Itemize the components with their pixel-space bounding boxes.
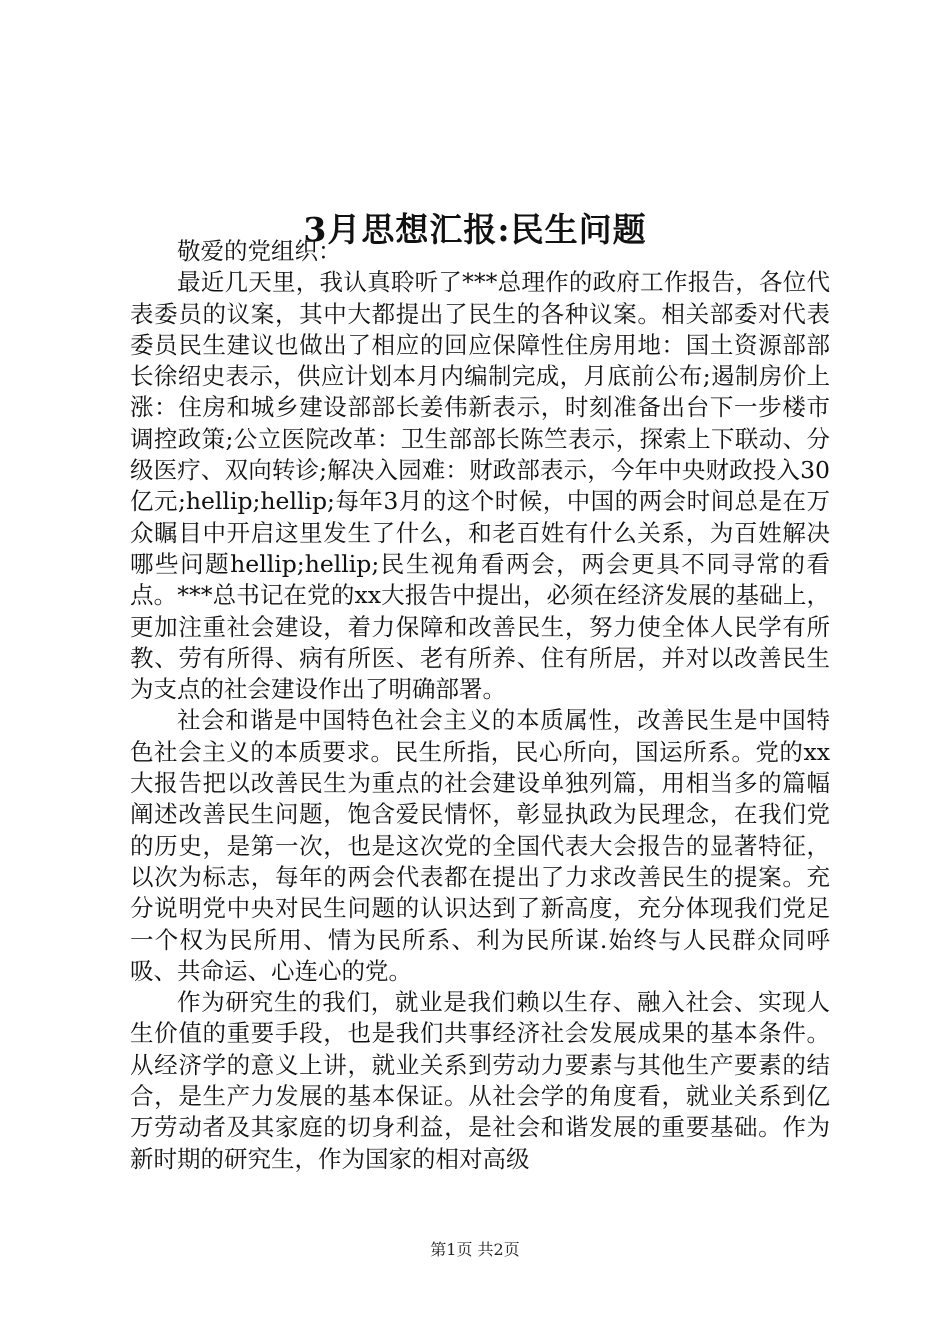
paragraph-3: 作为研究生的我们，就业是我们赖以生存、融入社会、实现人生价值的重要手段，也是我们共事经济社会发展成果的基本条件。从经济学的意义上讲，就业关系到劳动力要素与其他生产要素的结合，是生产力发展的基本保证。从社会学的角度看，就业关系到亿万劳动者及其家庭的切身利益，是社会和谐发展的重要基础。作为新时期的研究生，作为国家的相对高级	[130, 988, 830, 1173]
salutation: 敬爱的党组织：	[177, 237, 342, 265]
document-body	[130, 236, 830, 1175]
paragraph-1: 最近几天里，我认真聆听了***总理作的政府工作报告，各位代表委员的议案，其中大都提出了民生的各种议案。相关部委对代表委员民生建议也做出了相应的回应保障性住房用地：国土资源部部长徐绍史表示，供应计划本月内编制完成，月底前公布;遏制房价上涨：住房和城乡建设部部长姜伟新表示，时刻准备出台下一步楼市调控政策;公立医院改革：卫生部部长陈竺表示，探索上下联动、分级医疗、双向转诊;解决入园难：财政部表示，今年中央财政投入30亿元;hellip;hellip;每年3月的这个时候，中国的两会时间总是在万众瞩目中开启这里发生了什么，和老百姓有什么关系，为百姓解决哪些问题hellip;hellip;民生视角看两会，两会更具不同寻常的看点。***总书记在党的xx大报告中提出，必须在经济发展的基础上，更加注重社会建设，着力保障和改善民生，努力使全体人民学有所教、劳有所得、病有所医、老有所养、住有所居，并对以改善民生为支点的社会建设作出了明确部署。	[130, 268, 830, 704]
paragraph-2: 社会和谐是中国特色社会主义的本质属性，改善民生是中国特色社会主义的本质要求。民生所指，民心所向，国运所系。党的xx大报告把以改善民生为重点的社会建设单独列篇，用相当多的篇幅阐述改善民生问题，饱含爱民情怀，彰显执政为民理念，在我们党的历史，是第一次，也是这次党的全国代表大会报告的显著特征，以次为标志，每年的两会代表都在提出了力求改善民生的提案。充分说明党中央对民生问题的认识达到了新高度，充分体现我们党足一个权为民所用、情为民所系、利为民所谋.始终与人民群众同呼吸、共命运、心连心的党。	[130, 706, 830, 985]
page-number-footer: 第1页 共2页	[430, 1240, 520, 1259]
page-title: 3月思想汇报:民生问题	[303, 210, 647, 250]
